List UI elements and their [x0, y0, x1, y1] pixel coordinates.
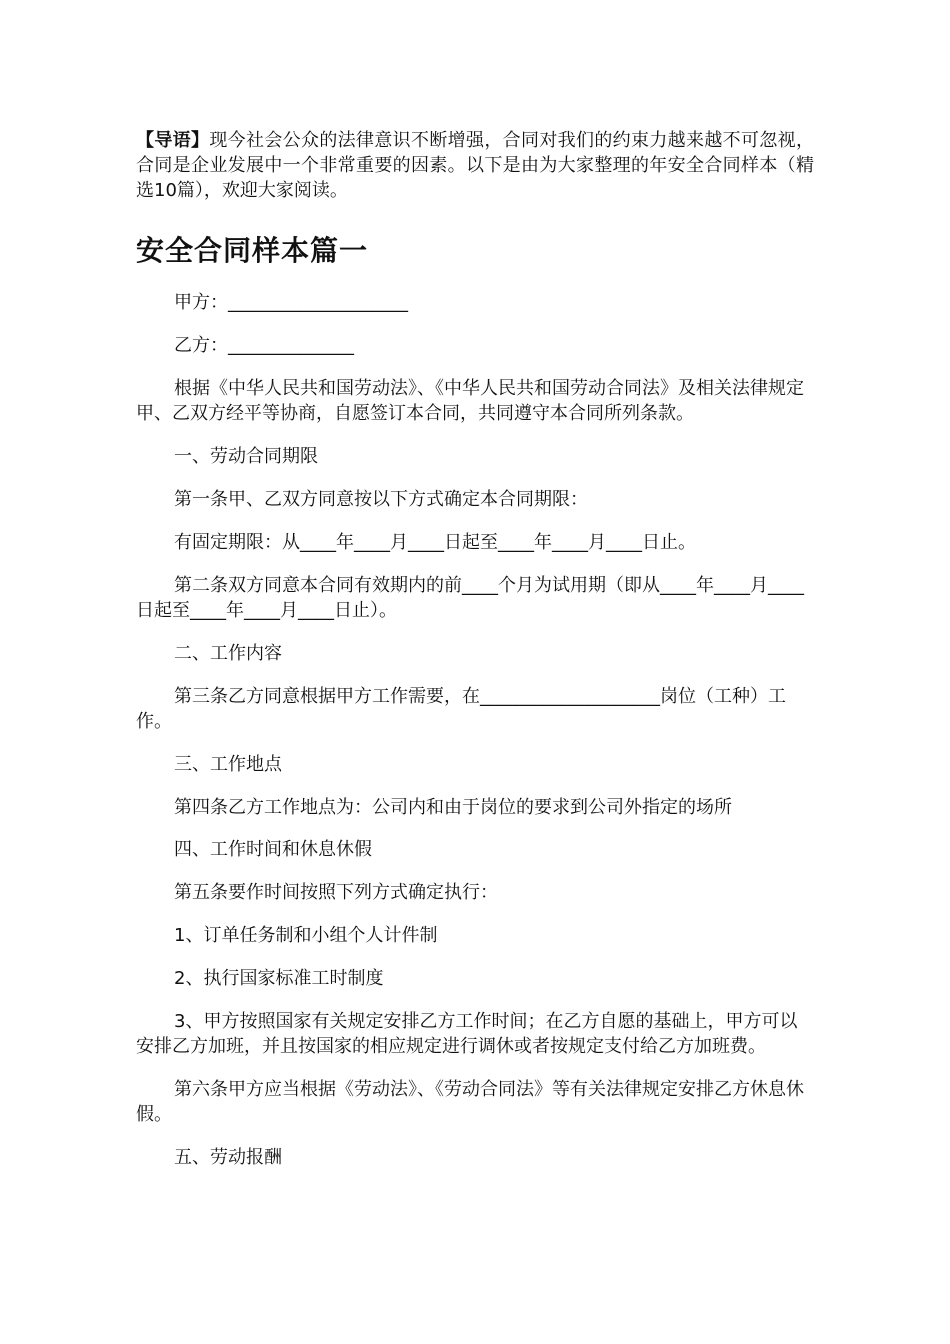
fixed-term-line: 有固定期限：从____年____月____日起至____年____月____日止。 — [174, 532, 696, 553]
intro-paragraph — [136, 128, 814, 203]
article-5: 第五条要作时间按照下列方式确定执行： — [174, 882, 498, 903]
article-4: 第四条乙方工作地点为：公司内和由于岗位的要求到公司外指定的场所 — [174, 797, 732, 818]
party-b-line: 乙方：______________ — [174, 335, 354, 356]
heading-contract-term: 一、劳动合同期限 — [174, 446, 318, 467]
heading-work-hours: 四、工作时间和休息休假 — [174, 839, 372, 860]
article-6: 第六条甲方应当根据《劳动法》、《劳动合同法》等有关法律规定安排乙方休息休假。 — [136, 1079, 804, 1125]
heading-remuneration: 五、劳动报酬 — [174, 1147, 282, 1168]
list-item-1: 1、订单任务制和小组个人计件制 — [174, 925, 438, 946]
article-3: 第三条乙方同意根据甲方工作需要，在____________________岗位（工种）工作。 — [136, 686, 786, 732]
heading-work-location: 三、工作地点 — [174, 754, 282, 775]
party-a-line: 甲方：____________________ — [174, 292, 408, 313]
section-title: 安全合同样本篇一 — [136, 234, 369, 267]
basis-paragraph: 根据《中华人民共和国劳动法》、《中华人民共和国劳动合同法》及相关法律规定甲、乙双方经平等协商，自愿签订本合同，共同遵守本合同所列条款。 — [136, 378, 804, 424]
article-1: 第一条甲、乙双方同意按以下方式确定本合同期限： — [174, 489, 588, 510]
list-item-3: 3、甲方按照国家有关规定安排乙方工作时间；在乙方自愿的基础上，甲方可以安排乙方加班，并且按国家的相应规定进行调休或者按规定支付给乙方加班费。 — [136, 1011, 798, 1057]
heading-work-content: 二、工作内容 — [174, 643, 282, 664]
list-item-2: 2、执行国家标准工时制度 — [174, 968, 384, 989]
intro-tag: 【导语】 — [136, 130, 210, 151]
article-2: 第二条双方同意本合同有效期内的前____个月为试用期（即从____年____月____日起至____年____月____日止）。 — [136, 575, 804, 621]
document-body — [136, 128, 814, 1188]
intro-text: 现今社会公众的法律意识不断增强，合同对我们的约束力越来越不可忽视，合同是企业发展中一个非常重要的因素。以下是由为大家整理的年安全合同样本（精选10篇），欢迎大家阅读。 — [136, 130, 815, 201]
